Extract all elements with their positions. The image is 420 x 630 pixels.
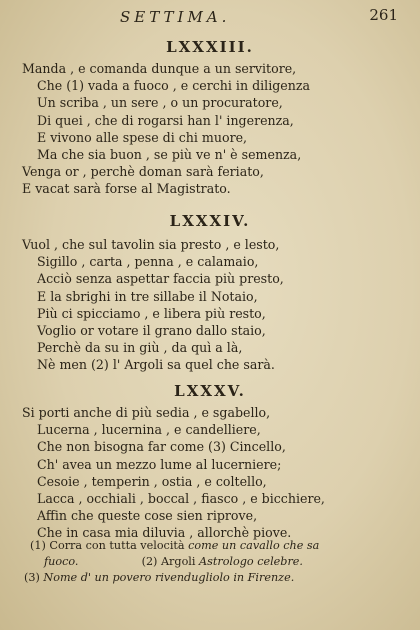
verse-line: Si porti anche di più sedia , e sgabello, (22, 405, 271, 420)
stanza-number-85: LXXXV. (174, 382, 246, 400)
footnote-3-italic: Nome d' un povero rivendugliolo in Firenze. (43, 571, 295, 584)
verse-line: Lacca , occhiali , boccal , fiasco , e bicchiere, (37, 491, 325, 507)
footnote-3 (24, 570, 400, 586)
verse-line: Perchè da su in giù , da quì a là, (37, 340, 243, 356)
verse-line: Che non bisogna far come (3) Cincello, (37, 439, 286, 455)
footnote-2-text: (2) Argoli (141, 555, 196, 568)
verse-line: Affin che queste cose sien riprove, (37, 508, 258, 524)
verse-line: E vivono alle spese di chi muore, (37, 129, 248, 145)
page-header (0, 6, 420, 28)
footnote-1-continuation: fuoco. (44, 555, 79, 568)
stanza-84 (22, 236, 402, 374)
stanza-85 (22, 404, 402, 542)
verse-line: Lucerna , lucernina , e candelliere, (37, 422, 261, 438)
running-head: SETTIMA. (120, 8, 231, 26)
footnote-3-marker: (3) (24, 571, 40, 584)
footnote-2-italic: Astrologo celebre. (199, 555, 303, 568)
verse-line: Manda , e comanda dunque a un servitore, (22, 61, 297, 76)
verse-line: Acciò senza aspettar faccia più presto, (37, 271, 284, 287)
verse-line: E la sbrighi in tre sillabe il Notaio, (37, 288, 258, 304)
verse-line: E vacat sarà forse al Magistrato. (22, 181, 231, 197)
footnote-1-italic: come un cavallo che sa (188, 539, 320, 552)
verse-line: Voglio or votare il grano dallo staio, (37, 323, 266, 339)
verse-line: Di quei , che di rogarsi han l' ingerenza, (37, 112, 294, 128)
verse-line: Cesoie , temperin , ostia , e coltello, (37, 473, 267, 489)
verse-line: Sigillo , carta , penna , e calamaio, (37, 254, 259, 270)
footnote-1-2 (30, 554, 400, 570)
stanza-83 (22, 60, 402, 198)
stanza-number-84: LXXXIV. (169, 212, 251, 230)
footnote-1 (30, 538, 400, 554)
verse-line: Ch' avea un mezzo lume al lucerniere; (37, 456, 282, 472)
stanza-number-83: LXXXIII. (166, 38, 254, 56)
footnotes (24, 538, 400, 586)
footnote-1-text: (1) Corra con tutta velocità (30, 539, 185, 552)
page-number: 261 (369, 6, 398, 24)
verse-line: Che in casa mia diluvia , allorchè piove. (37, 525, 292, 541)
verse-line: Nè men (2) l' Argoli sa quel che sarà. (37, 357, 275, 373)
verse-line: Più ci spicciamo , e libera più resto, (37, 305, 266, 321)
verse-line: Vuol , che sul tavolin sia presto , e lesto, (22, 237, 280, 252)
verse-line: Venga or , perchè doman sarà feriato, (22, 164, 264, 180)
verse-line: Che (1) vada a fuoco , e cerchi in diligenza (37, 78, 310, 94)
verse-line: Un scriba , un sere , o un procuratore, (37, 95, 283, 111)
verse-line: Ma che sia buon , se più ve n' è semenza, (37, 147, 302, 163)
